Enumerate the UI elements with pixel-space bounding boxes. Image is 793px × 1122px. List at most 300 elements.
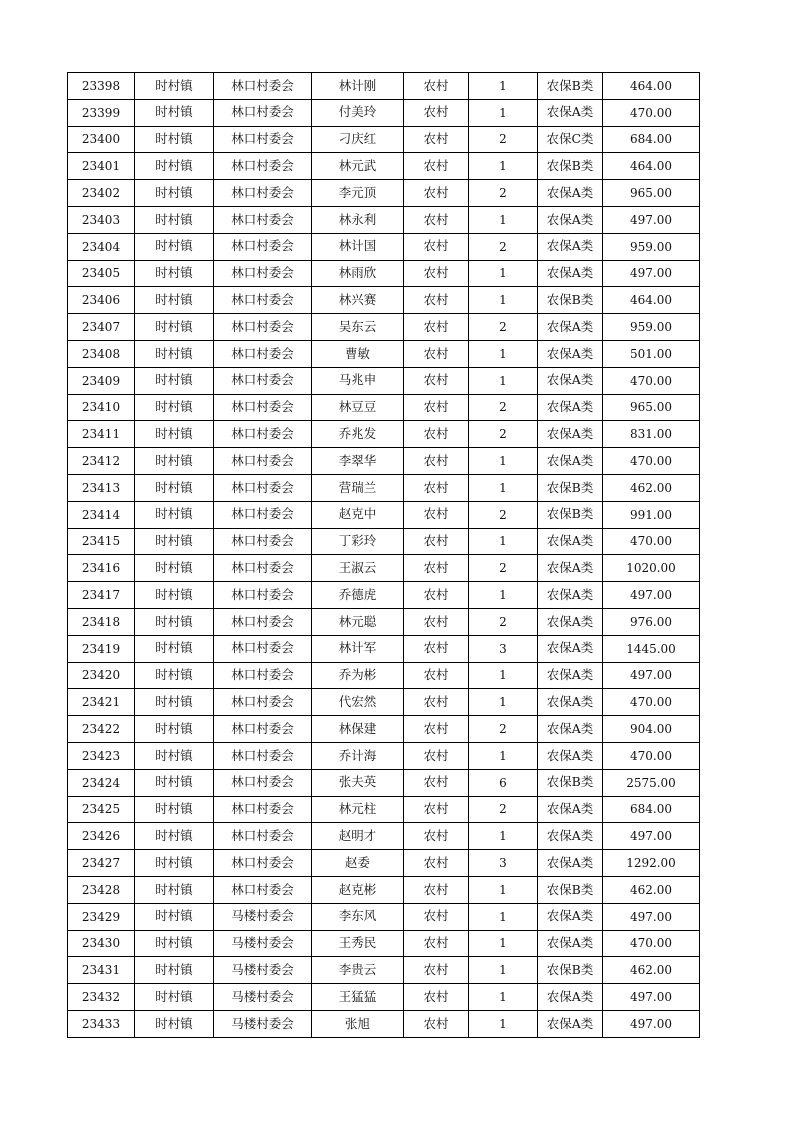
area-type-cell: 农村 [404, 153, 469, 180]
household-size-cell: 1 [469, 823, 538, 850]
village-committee-cell: 林口村委会 [214, 206, 312, 233]
amount-cell: 497.00 [603, 1010, 700, 1037]
amount-cell: 1445.00 [603, 635, 700, 662]
village-committee-cell: 林口村委会 [214, 99, 312, 126]
table-row [68, 582, 700, 609]
area-type-cell: 农村 [404, 930, 469, 957]
name-cell: 马兆申 [312, 367, 404, 394]
table-row [68, 850, 700, 877]
amount-cell: 470.00 [603, 742, 700, 769]
village-committee-cell: 林口村委会 [214, 769, 312, 796]
amount-cell: 684.00 [603, 796, 700, 823]
amount-cell: 965.00 [603, 180, 700, 207]
area-type-cell: 农村 [404, 474, 469, 501]
insurance-category-cell: 农保C类 [538, 126, 603, 153]
amount-cell: 464.00 [603, 153, 700, 180]
insurance-category-cell: 农保A类 [538, 206, 603, 233]
serial-number-cell: 23405 [68, 260, 135, 287]
insurance-category-cell: 农保B类 [538, 501, 603, 528]
name-cell: 赵克彬 [312, 876, 404, 903]
area-type-cell: 农村 [404, 1010, 469, 1037]
village-committee-cell: 林口村委会 [214, 233, 312, 260]
name-cell: 乔计海 [312, 742, 404, 769]
town-cell: 时村镇 [135, 582, 214, 609]
village-committee-cell: 林口村委会 [214, 448, 312, 475]
town-cell: 时村镇 [135, 608, 214, 635]
table-row [68, 528, 700, 555]
town-cell: 时村镇 [135, 126, 214, 153]
area-type-cell: 农村 [404, 180, 469, 207]
area-type-cell: 农村 [404, 126, 469, 153]
name-cell: 乔兆发 [312, 421, 404, 448]
name-cell: 乔德虎 [312, 582, 404, 609]
serial-number-cell: 23419 [68, 635, 135, 662]
area-type-cell: 农村 [404, 501, 469, 528]
village-committee-cell: 林口村委会 [214, 153, 312, 180]
village-committee-cell: 林口村委会 [214, 635, 312, 662]
name-cell: 刁庆红 [312, 126, 404, 153]
area-type-cell: 农村 [404, 689, 469, 716]
town-cell: 时村镇 [135, 421, 214, 448]
serial-number-cell: 23406 [68, 287, 135, 314]
serial-number-cell: 23399 [68, 99, 135, 126]
insurance-category-cell: 农保A类 [538, 99, 603, 126]
amount-cell: 684.00 [603, 126, 700, 153]
amount-cell: 976.00 [603, 608, 700, 635]
insurance-category-cell: 农保A类 [538, 823, 603, 850]
area-type-cell: 农村 [404, 260, 469, 287]
insurance-category-cell: 农保A类 [538, 716, 603, 743]
village-committee-cell: 林口村委会 [214, 501, 312, 528]
insurance-category-cell: 农保A类 [538, 796, 603, 823]
table-body [68, 73, 700, 1038]
town-cell: 时村镇 [135, 742, 214, 769]
village-committee-cell: 林口村委会 [214, 742, 312, 769]
town-cell: 时村镇 [135, 314, 214, 341]
area-type-cell: 农村 [404, 662, 469, 689]
insurance-category-cell: 农保A类 [538, 180, 603, 207]
town-cell: 时村镇 [135, 394, 214, 421]
household-size-cell: 1 [469, 742, 538, 769]
serial-number-cell: 23409 [68, 367, 135, 394]
amount-cell: 470.00 [603, 99, 700, 126]
insurance-category-cell: 农保A类 [538, 582, 603, 609]
amount-cell: 470.00 [603, 930, 700, 957]
area-type-cell: 农村 [404, 421, 469, 448]
serial-number-cell: 23421 [68, 689, 135, 716]
household-size-cell: 1 [469, 957, 538, 984]
name-cell: 李翠华 [312, 448, 404, 475]
amount-cell: 497.00 [603, 582, 700, 609]
insurance-category-cell: 农保A类 [538, 930, 603, 957]
area-type-cell: 农村 [404, 314, 469, 341]
table-row [68, 555, 700, 582]
household-size-cell: 1 [469, 206, 538, 233]
household-size-cell: 1 [469, 984, 538, 1011]
insurance-category-cell: 农保A类 [538, 984, 603, 1011]
household-size-cell: 2 [469, 126, 538, 153]
area-type-cell: 农村 [404, 608, 469, 635]
household-size-cell: 1 [469, 474, 538, 501]
village-committee-cell: 林口村委会 [214, 689, 312, 716]
town-cell: 时村镇 [135, 903, 214, 930]
name-cell: 丁彩玲 [312, 528, 404, 555]
amount-cell: 1292.00 [603, 850, 700, 877]
insurance-category-cell: 农保A类 [538, 903, 603, 930]
serial-number-cell: 23432 [68, 984, 135, 1011]
town-cell: 时村镇 [135, 876, 214, 903]
amount-cell: 965.00 [603, 394, 700, 421]
area-type-cell: 农村 [404, 287, 469, 314]
amount-cell: 501.00 [603, 340, 700, 367]
insurance-category-cell: 农保A类 [538, 689, 603, 716]
area-type-cell: 农村 [404, 582, 469, 609]
serial-number-cell: 23403 [68, 206, 135, 233]
serial-number-cell: 23407 [68, 314, 135, 341]
town-cell: 时村镇 [135, 73, 214, 100]
area-type-cell: 农村 [404, 206, 469, 233]
table-row [68, 73, 700, 100]
amount-cell: 991.00 [603, 501, 700, 528]
table-row [68, 126, 700, 153]
area-type-cell: 农村 [404, 528, 469, 555]
town-cell: 时村镇 [135, 716, 214, 743]
table-row [68, 474, 700, 501]
amount-cell: 470.00 [603, 448, 700, 475]
table-row [68, 635, 700, 662]
town-cell: 时村镇 [135, 930, 214, 957]
village-committee-cell: 马楼村委会 [214, 984, 312, 1011]
name-cell: 林计国 [312, 233, 404, 260]
village-committee-cell: 林口村委会 [214, 582, 312, 609]
amount-cell: 497.00 [603, 903, 700, 930]
serial-number-cell: 23413 [68, 474, 135, 501]
village-committee-cell: 林口村委会 [214, 608, 312, 635]
household-size-cell: 1 [469, 1010, 538, 1037]
town-cell: 时村镇 [135, 555, 214, 582]
area-type-cell: 农村 [404, 99, 469, 126]
amount-cell: 959.00 [603, 233, 700, 260]
household-size-cell: 1 [469, 153, 538, 180]
village-committee-cell: 林口村委会 [214, 260, 312, 287]
serial-number-cell: 23429 [68, 903, 135, 930]
table-row [68, 340, 700, 367]
town-cell: 时村镇 [135, 796, 214, 823]
household-size-cell: 1 [469, 99, 538, 126]
household-size-cell: 3 [469, 850, 538, 877]
village-committee-cell: 林口村委会 [214, 876, 312, 903]
insurance-category-cell: 农保A类 [538, 367, 603, 394]
town-cell: 时村镇 [135, 984, 214, 1011]
insurance-category-cell: 农保A类 [538, 421, 603, 448]
area-type-cell: 农村 [404, 769, 469, 796]
household-size-cell: 2 [469, 394, 538, 421]
name-cell: 李贵云 [312, 957, 404, 984]
town-cell: 时村镇 [135, 769, 214, 796]
household-size-cell: 2 [469, 501, 538, 528]
village-committee-cell: 林口村委会 [214, 180, 312, 207]
name-cell: 李东风 [312, 903, 404, 930]
household-size-cell: 1 [469, 367, 538, 394]
table-row [68, 742, 700, 769]
insurance-category-cell: 农保A类 [538, 850, 603, 877]
town-cell: 时村镇 [135, 340, 214, 367]
table-row [68, 448, 700, 475]
town-cell: 时村镇 [135, 180, 214, 207]
village-committee-cell: 林口村委会 [214, 823, 312, 850]
insurance-category-cell: 农保A类 [538, 528, 603, 555]
town-cell: 时村镇 [135, 635, 214, 662]
town-cell: 时村镇 [135, 957, 214, 984]
insurance-category-cell: 农保B类 [538, 474, 603, 501]
amount-cell: 470.00 [603, 689, 700, 716]
insurance-category-cell: 农保A类 [538, 662, 603, 689]
amount-cell: 904.00 [603, 716, 700, 743]
table-row [68, 287, 700, 314]
village-committee-cell: 林口村委会 [214, 126, 312, 153]
household-size-cell: 2 [469, 555, 538, 582]
insurance-category-cell: 农保A类 [538, 340, 603, 367]
name-cell: 付美玲 [312, 99, 404, 126]
household-size-cell: 1 [469, 260, 538, 287]
table-row [68, 206, 700, 233]
insurance-category-cell: 农保A类 [538, 394, 603, 421]
table-row [68, 769, 700, 796]
area-type-cell: 农村 [404, 823, 469, 850]
insurance-category-cell: 农保A类 [538, 555, 603, 582]
serial-number-cell: 23415 [68, 528, 135, 555]
village-committee-cell: 林口村委会 [214, 796, 312, 823]
area-type-cell: 农村 [404, 903, 469, 930]
household-size-cell: 2 [469, 233, 538, 260]
serial-number-cell: 23408 [68, 340, 135, 367]
name-cell: 林元武 [312, 153, 404, 180]
household-size-cell: 1 [469, 448, 538, 475]
village-committee-cell: 马楼村委会 [214, 930, 312, 957]
name-cell: 林保建 [312, 716, 404, 743]
name-cell: 吴东云 [312, 314, 404, 341]
insurance-category-cell: 农保A类 [538, 314, 603, 341]
insurance-category-cell: 农保A类 [538, 1010, 603, 1037]
town-cell: 时村镇 [135, 367, 214, 394]
household-size-cell: 2 [469, 180, 538, 207]
table-row [68, 1010, 700, 1037]
village-committee-cell: 林口村委会 [214, 716, 312, 743]
area-type-cell: 农村 [404, 233, 469, 260]
serial-number-cell: 23422 [68, 716, 135, 743]
table-row [68, 180, 700, 207]
name-cell: 赵明才 [312, 823, 404, 850]
name-cell: 赵克中 [312, 501, 404, 528]
name-cell: 林兴赛 [312, 287, 404, 314]
area-type-cell: 农村 [404, 635, 469, 662]
serial-number-cell: 23417 [68, 582, 135, 609]
name-cell: 王淑云 [312, 555, 404, 582]
town-cell: 时村镇 [135, 287, 214, 314]
table-row [68, 930, 700, 957]
table-row [68, 394, 700, 421]
insurance-category-cell: 农保A类 [538, 233, 603, 260]
serial-number-cell: 23416 [68, 555, 135, 582]
table-row [68, 876, 700, 903]
household-size-cell: 2 [469, 421, 538, 448]
town-cell: 时村镇 [135, 448, 214, 475]
serial-number-cell: 23414 [68, 501, 135, 528]
town-cell: 时村镇 [135, 528, 214, 555]
town-cell: 时村镇 [135, 99, 214, 126]
table-row [68, 233, 700, 260]
village-committee-cell: 林口村委会 [214, 314, 312, 341]
area-type-cell: 农村 [404, 742, 469, 769]
town-cell: 时村镇 [135, 823, 214, 850]
household-size-cell: 1 [469, 930, 538, 957]
amount-cell: 1020.00 [603, 555, 700, 582]
town-cell: 时村镇 [135, 233, 214, 260]
serial-number-cell: 23401 [68, 153, 135, 180]
area-type-cell: 农村 [404, 367, 469, 394]
town-cell: 时村镇 [135, 689, 214, 716]
area-type-cell: 农村 [404, 796, 469, 823]
serial-number-cell: 23418 [68, 608, 135, 635]
table-row [68, 689, 700, 716]
town-cell: 时村镇 [135, 153, 214, 180]
amount-cell: 497.00 [603, 662, 700, 689]
serial-number-cell: 23433 [68, 1010, 135, 1037]
insurance-category-cell: 农保B类 [538, 287, 603, 314]
town-cell: 时村镇 [135, 260, 214, 287]
name-cell: 林元聪 [312, 608, 404, 635]
serial-number-cell: 23431 [68, 957, 135, 984]
amount-cell: 464.00 [603, 73, 700, 100]
village-committee-cell: 林口村委会 [214, 474, 312, 501]
household-size-cell: 1 [469, 287, 538, 314]
name-cell: 赵委 [312, 850, 404, 877]
village-committee-cell: 林口村委会 [214, 850, 312, 877]
household-size-cell: 1 [469, 528, 538, 555]
town-cell: 时村镇 [135, 206, 214, 233]
insurance-category-cell: 农保A类 [538, 260, 603, 287]
serial-number-cell: 23412 [68, 448, 135, 475]
town-cell: 时村镇 [135, 501, 214, 528]
amount-cell: 470.00 [603, 528, 700, 555]
household-size-cell: 2 [469, 608, 538, 635]
table-row [68, 421, 700, 448]
serial-number-cell: 23428 [68, 876, 135, 903]
town-cell: 时村镇 [135, 1010, 214, 1037]
amount-cell: 462.00 [603, 957, 700, 984]
household-size-cell: 1 [469, 689, 538, 716]
name-cell: 林计刚 [312, 73, 404, 100]
name-cell: 张夫英 [312, 769, 404, 796]
area-type-cell: 农村 [404, 716, 469, 743]
household-size-cell: 1 [469, 662, 538, 689]
village-committee-cell: 林口村委会 [214, 287, 312, 314]
serial-number-cell: 23420 [68, 662, 135, 689]
household-size-cell: 2 [469, 716, 538, 743]
name-cell: 李元顶 [312, 180, 404, 207]
table-row [68, 608, 700, 635]
amount-cell: 470.00 [603, 367, 700, 394]
serial-number-cell: 23427 [68, 850, 135, 877]
household-size-cell: 1 [469, 340, 538, 367]
town-cell: 时村镇 [135, 850, 214, 877]
village-committee-cell: 马楼村委会 [214, 957, 312, 984]
serial-number-cell: 23430 [68, 930, 135, 957]
name-cell: 乔为彬 [312, 662, 404, 689]
village-committee-cell: 林口村委会 [214, 367, 312, 394]
insurance-category-cell: 农保B类 [538, 153, 603, 180]
village-committee-cell: 林口村委会 [214, 73, 312, 100]
amount-cell: 2575.00 [603, 769, 700, 796]
household-size-cell: 2 [469, 314, 538, 341]
area-type-cell: 农村 [404, 555, 469, 582]
table-row [68, 823, 700, 850]
serial-number-cell: 23410 [68, 394, 135, 421]
insurance-category-cell: 农保A类 [538, 742, 603, 769]
village-committee-cell: 林口村委会 [214, 528, 312, 555]
name-cell: 曹敏 [312, 340, 404, 367]
household-size-cell: 1 [469, 876, 538, 903]
household-size-cell: 1 [469, 582, 538, 609]
serial-number-cell: 23425 [68, 796, 135, 823]
name-cell: 张旭 [312, 1010, 404, 1037]
table-row [68, 367, 700, 394]
name-cell: 王猛猛 [312, 984, 404, 1011]
area-type-cell: 农村 [404, 394, 469, 421]
table-row [68, 314, 700, 341]
area-type-cell: 农村 [404, 73, 469, 100]
amount-cell: 831.00 [603, 421, 700, 448]
serial-number-cell: 23424 [68, 769, 135, 796]
name-cell: 代宏然 [312, 689, 404, 716]
table-row [68, 957, 700, 984]
name-cell: 林元柱 [312, 796, 404, 823]
name-cell: 营瑞兰 [312, 474, 404, 501]
data-table [67, 72, 700, 1038]
insurance-category-cell: 农保B类 [538, 73, 603, 100]
village-committee-cell: 林口村委会 [214, 394, 312, 421]
serial-number-cell: 23426 [68, 823, 135, 850]
household-size-cell: 1 [469, 73, 538, 100]
household-size-cell: 2 [469, 796, 538, 823]
amount-cell: 497.00 [603, 206, 700, 233]
name-cell: 林豆豆 [312, 394, 404, 421]
table-row [68, 153, 700, 180]
table-row [68, 662, 700, 689]
serial-number-cell: 23411 [68, 421, 135, 448]
serial-number-cell: 23423 [68, 742, 135, 769]
amount-cell: 959.00 [603, 314, 700, 341]
amount-cell: 497.00 [603, 260, 700, 287]
name-cell: 林计军 [312, 635, 404, 662]
insurance-category-cell: 农保A类 [538, 608, 603, 635]
insurance-category-cell: 农保A类 [538, 635, 603, 662]
serial-number-cell: 23404 [68, 233, 135, 260]
table-row [68, 796, 700, 823]
name-cell: 林永利 [312, 206, 404, 233]
village-committee-cell: 林口村委会 [214, 662, 312, 689]
amount-cell: 497.00 [603, 823, 700, 850]
household-size-cell: 1 [469, 903, 538, 930]
town-cell: 时村镇 [135, 662, 214, 689]
table-row [68, 260, 700, 287]
area-type-cell: 农村 [404, 850, 469, 877]
village-committee-cell: 马楼村委会 [214, 1010, 312, 1037]
table-row [68, 99, 700, 126]
area-type-cell: 农村 [404, 957, 469, 984]
household-size-cell: 3 [469, 635, 538, 662]
insurance-category-cell: 农保B类 [538, 876, 603, 903]
